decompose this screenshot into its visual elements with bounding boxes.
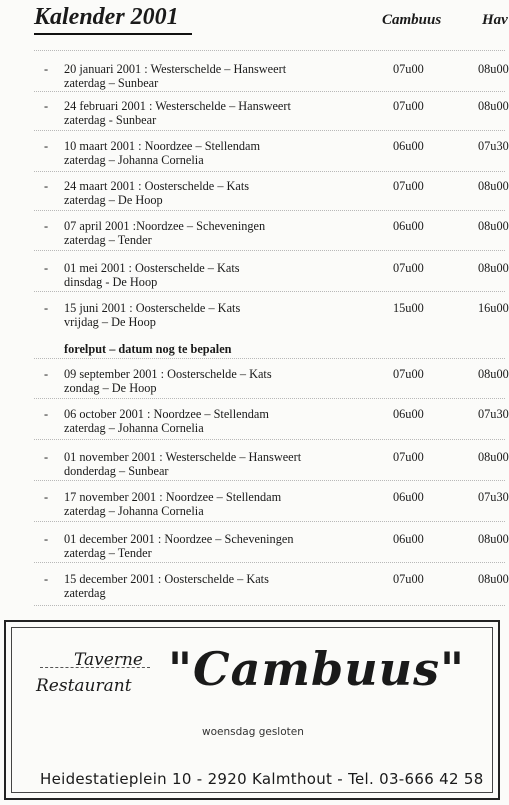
restaurant-label: Restaurant	[36, 676, 132, 696]
divider	[34, 521, 505, 522]
entry-time-hav: 08u00	[478, 572, 509, 586]
entry-time-cambuus: 07u00	[393, 572, 424, 586]
entry-time-cambuus: 06u00	[393, 490, 424, 504]
divider	[34, 171, 505, 172]
page-title: Kalender 2001	[34, 4, 179, 30]
entry-date-location: 09 september 2001 : Oosterschelde – Kats	[64, 367, 272, 381]
divider	[34, 439, 505, 440]
column-header-hav: Hav	[482, 12, 508, 28]
entry-date-location: 06 october 2001 : Noordzee – Stellendam	[64, 407, 269, 421]
entry-time-hav: 07u30	[478, 139, 509, 153]
entry-day-boat: zaterdag – Tender	[64, 233, 152, 247]
entry-time-hav: 16u00	[478, 301, 509, 315]
entry-time-hav: 08u00	[478, 532, 509, 546]
entry-time-cambuus: 06u00	[393, 532, 424, 546]
entry-date-location: 10 maart 2001 : Noordzee – Stellendam	[64, 139, 261, 153]
list-item	[0, 261, 509, 295]
divider	[34, 562, 505, 563]
bullet: -	[44, 99, 49, 113]
entry-day-boat: donderdag – Sunbear	[64, 464, 169, 478]
entry-time-cambuus: 07u00	[393, 62, 424, 76]
entry-time-hav: 08u00	[478, 99, 509, 113]
entry-time-hav: 07u30	[478, 407, 509, 421]
divider	[34, 358, 505, 359]
entry-time-cambuus: 06u00	[393, 139, 424, 153]
entry-time-hav: 08u00	[478, 261, 509, 275]
divider	[34, 210, 505, 211]
entry-day-boat: dinsdag - De Hoop	[64, 275, 158, 289]
entry-time-hav: 08u00	[478, 219, 509, 233]
entry-date-location: 07 april 2001 :Noordzee – Scheveningen	[64, 219, 266, 233]
entry-date-location: 01 december 2001 : Noordzee – Scheveningen	[64, 532, 294, 546]
bullet: -	[44, 532, 49, 546]
divider	[34, 480, 505, 481]
list-item	[0, 139, 509, 173]
entry-time-hav: 08u00	[478, 179, 509, 193]
column-header-cambuus: Cambuus	[382, 12, 442, 28]
list-item	[0, 450, 509, 484]
divider	[34, 130, 505, 131]
entry-day-boat: zaterdag	[64, 586, 106, 600]
brand-name: "Cambuus"	[168, 642, 465, 696]
bullet: -	[44, 219, 49, 233]
list-item	[0, 179, 509, 213]
entry-date-location: 01 mei 2001 : Oosterschelde – Kats	[64, 261, 240, 275]
entry-time-cambuus: 07u00	[393, 179, 424, 193]
list-item	[0, 301, 509, 335]
entry-time-hav: 08u00	[478, 367, 509, 381]
bullet: -	[44, 139, 49, 153]
entry-time-cambuus: 06u00	[393, 219, 424, 233]
entry-time-cambuus: 07u00	[393, 367, 424, 381]
list-item	[0, 99, 509, 133]
entry-day-boat: zaterdag – Sunbear	[64, 76, 159, 90]
entry-day-boat: zaterdag - Sunbear	[64, 113, 157, 127]
bullet: -	[44, 301, 49, 315]
list-item	[0, 490, 509, 524]
entry-time-cambuus: 06u00	[393, 407, 424, 421]
closing-day-note: woensdag gesloten	[202, 726, 304, 738]
divider	[34, 291, 505, 292]
entry-time-cambuus: 07u00	[393, 261, 424, 275]
bullet: -	[44, 490, 49, 504]
entry-date-location: 15 juni 2001 : Oosterschelde – Kats	[64, 301, 241, 315]
entry-date-location: 01 november 2001 : Westerschelde – Hansweert	[64, 450, 302, 464]
bullet: -	[44, 179, 49, 193]
advertisement-box	[4, 620, 500, 800]
divider	[34, 50, 505, 51]
entry-time-hav: 08u00	[478, 62, 509, 76]
list-item	[0, 572, 509, 606]
entry-day-boat: zondag – De Hoop	[64, 381, 157, 395]
entry-time-cambuus: 07u00	[393, 450, 424, 464]
entry-day-boat: zaterdag – Johanna Cornelia	[64, 421, 204, 435]
divider	[34, 91, 505, 92]
bullet: -	[44, 572, 49, 586]
bullet: -	[44, 62, 49, 76]
list-item	[0, 532, 509, 566]
entry-date-location: 24 maart 2001 : Oosterschelde – Kats	[64, 179, 250, 193]
list-item	[0, 219, 509, 253]
entry-day-boat: zaterdag – Johanna Cornelia	[64, 153, 204, 167]
entry-date-location: 15 december 2001 : Oosterschelde – Kats	[64, 572, 269, 586]
divider	[34, 398, 505, 399]
entry-day-boat: vrijdag – De Hoop	[64, 315, 156, 329]
section-note: forelput – datum nog te bepalen	[64, 342, 232, 356]
bullet: -	[44, 450, 49, 464]
entry-date-location: 17 november 2001 : Noordzee – Stellendam	[64, 490, 282, 504]
taverne-label: Taverne	[74, 650, 143, 670]
divider	[34, 250, 505, 251]
entry-date-location: 24 februari 2001 : Westerschelde – Hansweert	[64, 99, 291, 113]
entry-day-boat: zaterdag – De Hoop	[64, 193, 163, 207]
entry-date-location: 20 januari 2001 : Westerschelde – Hansweert	[64, 62, 287, 76]
entry-day-boat: zaterdag – Tender	[64, 546, 152, 560]
entry-time-hav: 07u30	[478, 490, 509, 504]
bullet: -	[44, 261, 49, 275]
dashed-divider	[40, 667, 150, 668]
list-item	[0, 367, 509, 401]
bullet: -	[44, 367, 49, 381]
title-underline	[34, 33, 192, 35]
page-header	[0, 0, 508, 36]
entry-day-boat: zaterdag – Johanna Cornelia	[64, 504, 204, 518]
entry-time-cambuus: 15u00	[393, 301, 424, 315]
list-item	[0, 407, 509, 441]
divider	[34, 605, 505, 606]
entry-time-hav: 08u00	[478, 450, 509, 464]
bullet: -	[44, 407, 49, 421]
entry-time-cambuus: 07u00	[393, 99, 424, 113]
address-phone: Heidestatieplein 10 - 2920 Kalmthout - Tel. 03-666 42 58	[40, 770, 484, 788]
